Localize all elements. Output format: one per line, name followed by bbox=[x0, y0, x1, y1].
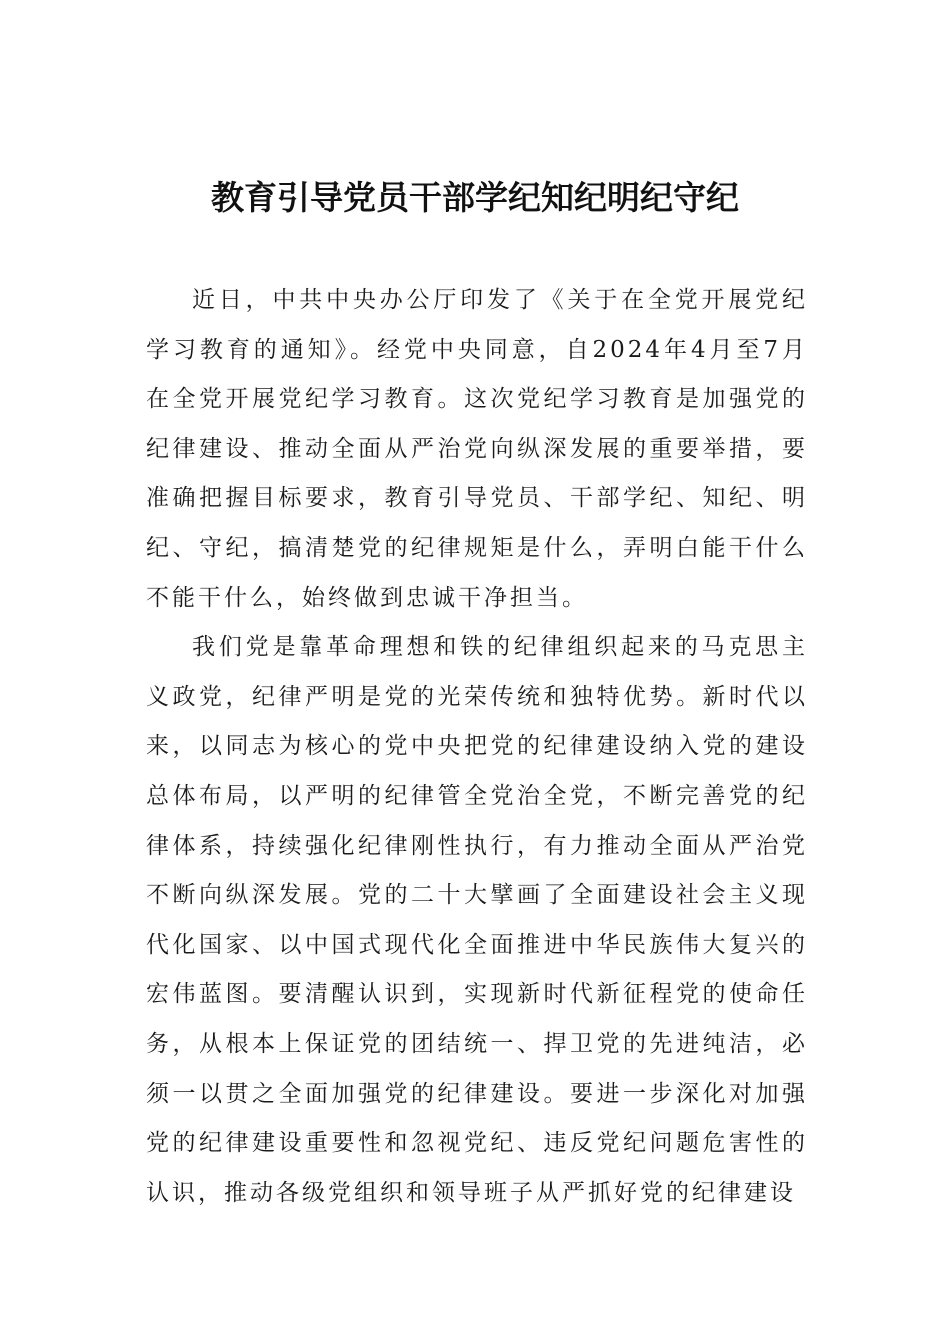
document-title: 教育引导党员干部学纪知纪明纪守纪 bbox=[211, 178, 739, 217]
paragraph-1: 近日，中共中央办公厅印发了《关于在全党开展党纪学习教育的通知》。经党中央同意，自2024年4月至7月在全党开展党纪学习教育。这次党纪学习教育是加强党的纪律建设、推动全面从严治党向纵深发展的重要举措，要准确把握目标要求，教育引导党员、干部学纪、知纪、明纪、守纪，搞清楚党的纪律规矩是什么，弄明白能干什么不能干什么，始终做到忠诚干净担当。 bbox=[146, 287, 808, 611]
paragraph-2: 我们党是靠革命理想和铁的纪律组织起来的马克思主义政党，纪律严明是党的光荣传统和独特优势。新时代以来，以同志为核心的党中央把党的纪律建设纳入党的建设总体布局，以严明的纪律管全党治全党，不断完善党的纪律体系，持续强化纪律刚性执行，有力推动全面从严治党不断向纵深发展。党的二十大擘画了全面建设社会主义现代化国家、以中国式现代化全面推进中华民族伟大复兴的宏伟蓝图。要清醒认识到，实现新时代新征程党的使命任务，从根本上保证党的团结统一、捍卫党的先进纯洁，必须一以贯之全面加强党的纪律建设。要进一步深化对加强党的纪律建设重要性和忽视党纪、违反党纪问题危害性的认识，推动各级党组织和领导班子从严抓好党的纪律建设 bbox=[146, 634, 808, 1206]
document-body bbox=[146, 276, 808, 1218]
